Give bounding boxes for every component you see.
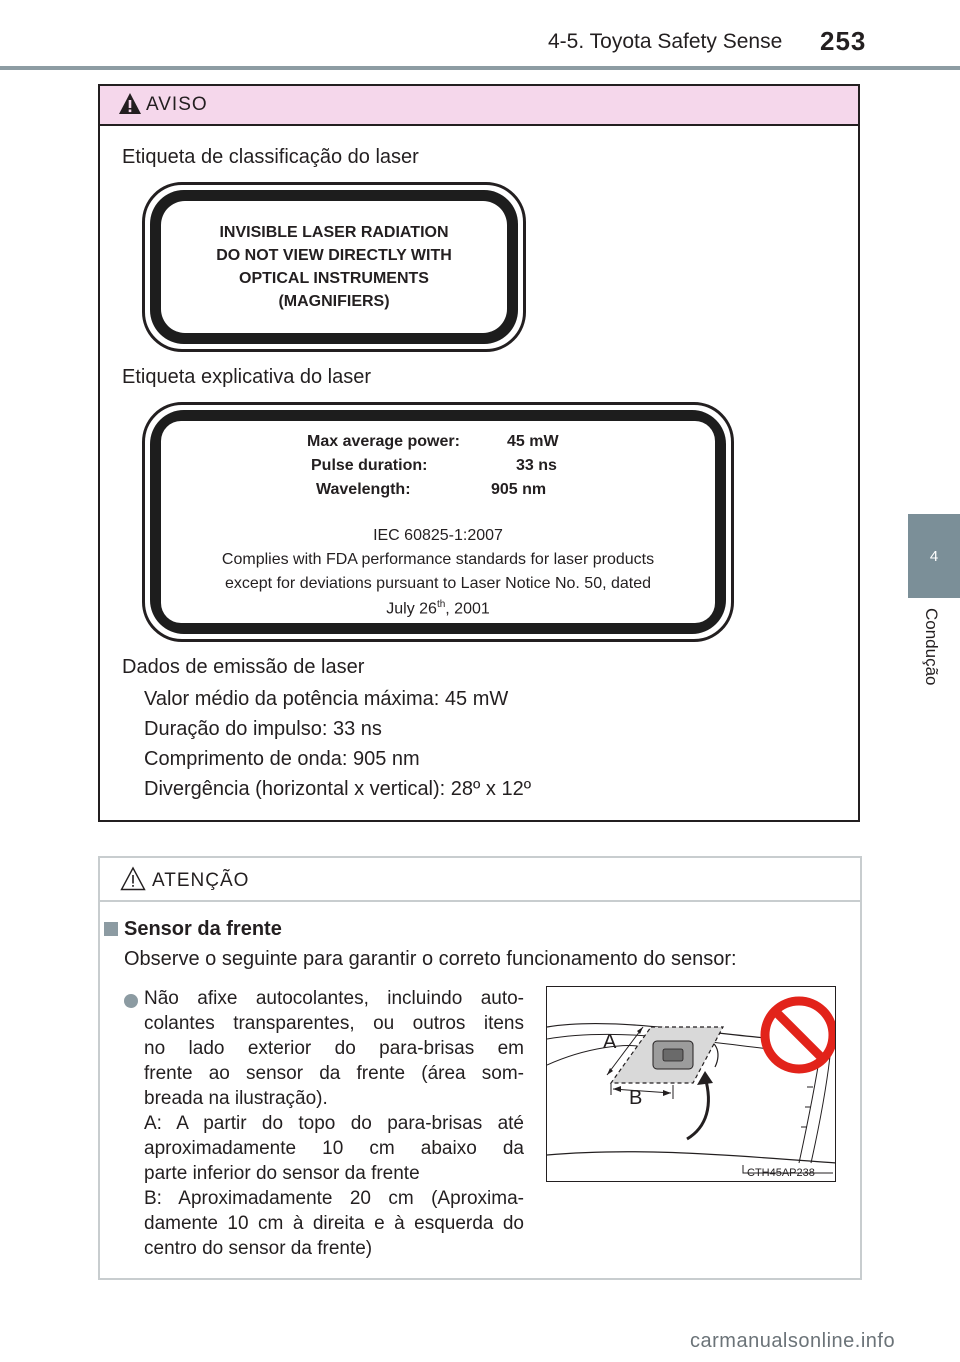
explanatory-label bbox=[142, 402, 734, 642]
label-line: OPTICAL INSTRUMENTS bbox=[239, 270, 429, 287]
compliance-text: Complies with FDA performance standards for laser products bbox=[221, 551, 655, 568]
section-heading: Sensor da frente bbox=[124, 918, 282, 940]
definition-line: A: A partir do topo do para-brisas até bbox=[144, 1113, 524, 1134]
spec-key: Wavelength: bbox=[316, 481, 411, 498]
page-header bbox=[0, 0, 960, 70]
spec-value: 905 nm bbox=[491, 481, 547, 498]
date-text: July 26 bbox=[386, 600, 437, 618]
header-divider bbox=[0, 66, 960, 70]
emission-item: Valor médio da potência máxima: 45 mW bbox=[144, 688, 509, 710]
watermark: carmanualsonline.info bbox=[690, 1330, 896, 1352]
round-bullet-icon bbox=[124, 994, 138, 1008]
bullet-line: no lado exterior do para-brisas em bbox=[144, 1038, 524, 1059]
definition-line: parte inferior do sensor da frente bbox=[144, 1163, 420, 1184]
figure-label-b: B bbox=[629, 1087, 643, 1109]
intro-text: Observe o seguinte para garantir o correto funcionamento do sensor: bbox=[124, 948, 737, 970]
label-line: (MAGNIFIERS) bbox=[278, 293, 390, 310]
emission-data-title: Dados de emissão de laser bbox=[122, 656, 365, 678]
label-content bbox=[161, 421, 715, 623]
label-line: DO NOT VIEW DIRECTLY WITH bbox=[216, 247, 452, 264]
classification-label bbox=[142, 182, 526, 352]
bullet-line: breada na ilustração). bbox=[144, 1088, 328, 1109]
date-superscript: th bbox=[436, 599, 446, 610]
date-year: , 2001 bbox=[445, 600, 490, 618]
spec-value: 33 ns bbox=[516, 457, 557, 474]
windshield-drawing bbox=[547, 987, 836, 1182]
compliance-text: except for deviations pursuant to Laser Notice No. 50, dated bbox=[224, 575, 652, 592]
emission-item: Comprimento de onda: 905 nm bbox=[144, 748, 420, 770]
chapter-tab[interactable] bbox=[908, 514, 960, 598]
definition-line: aproximadamente 10 cm abaixo da bbox=[144, 1138, 524, 1159]
definition-line: damente 10 cm à direita e à esquerda do bbox=[144, 1213, 524, 1234]
figure-label-a: A bbox=[603, 1031, 617, 1053]
page-number: 253 bbox=[820, 26, 867, 56]
spec-key: Pulse duration: bbox=[311, 457, 428, 474]
chapter-number: 4 bbox=[929, 547, 939, 565]
bullet-line: Não afixe autocolantes, incluindo auto- bbox=[144, 988, 524, 1009]
bullet-line: frente ao sensor da frente (área som- bbox=[144, 1063, 524, 1084]
definition-line: centro do sensor da frente) bbox=[144, 1238, 373, 1259]
warning-title: AVISO bbox=[146, 94, 208, 115]
explanatory-label-title: Etiqueta explicativa do laser bbox=[122, 366, 372, 388]
caution-header bbox=[100, 858, 860, 902]
bullet-line: colantes transparentes, ou outros itens bbox=[144, 1013, 524, 1034]
warning-triangle-icon bbox=[118, 92, 142, 116]
definition-line: B: Aproximadamente 20 cm (Aproxima- bbox=[144, 1188, 524, 1209]
emission-item: Duração do impulso: 33 ns bbox=[144, 718, 382, 740]
figure-code: CTH45AP238 bbox=[747, 1167, 815, 1179]
spec-value: 45 mW bbox=[507, 433, 559, 450]
label-line: INVISIBLE LASER RADIATION bbox=[219, 224, 449, 241]
caution-title: ATENÇÃO bbox=[152, 870, 250, 891]
spec-key: Max average power: bbox=[307, 433, 460, 450]
compliance-date bbox=[161, 599, 715, 618]
label-content bbox=[161, 201, 507, 333]
sensor-illustration bbox=[546, 986, 836, 1182]
section-title: 4-5. Toyota Safety Sense bbox=[548, 30, 783, 53]
square-bullet-icon bbox=[104, 922, 118, 936]
chapter-label: Condução bbox=[922, 608, 941, 686]
caution-triangle-icon bbox=[120, 866, 146, 892]
standard-text: IEC 60825-1:2007 bbox=[373, 527, 503, 544]
emission-item: Divergência (horizontal x vertical): 28º x 12º bbox=[144, 778, 531, 800]
warning-header bbox=[100, 86, 858, 126]
classification-label-title: Etiqueta de classificação do laser bbox=[122, 146, 419, 168]
